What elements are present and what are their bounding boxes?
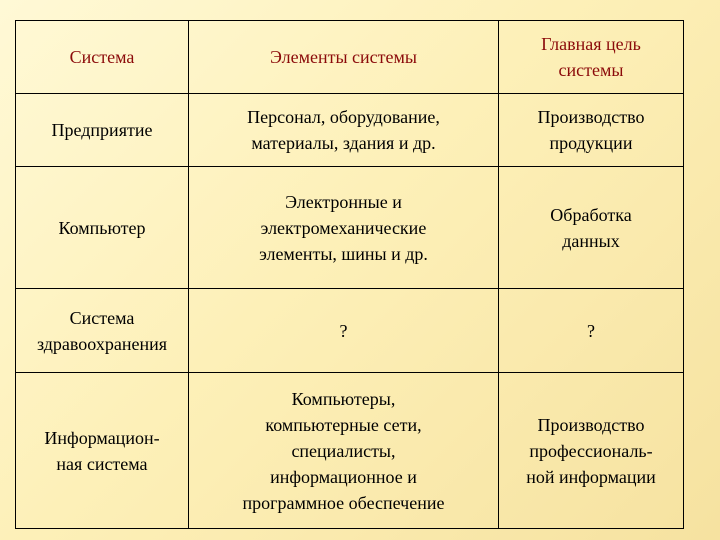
cell-goal [499,94,684,167]
cell-text: Система здравоохранения [36,307,168,354]
cell-text: Компьютеры, компьютерные сети, специалисты, информационное и программное обеспечение [242,388,445,513]
header-cell-elements [189,21,499,94]
table-header-row [16,21,684,94]
cell-elements [189,289,499,373]
cell-text: ? [339,320,348,341]
cell-goal [499,289,684,373]
table-row [16,289,684,373]
cell-text: Электронные и электромеханические элементы, шины и др. [259,191,428,264]
table-row [16,167,684,289]
table-row [16,94,684,167]
cell-elements [189,373,499,529]
cell-elements [189,94,499,167]
systems-table [15,20,684,529]
cell-text: Производство продукции [537,107,645,153]
cell-text: Предприятие [51,120,153,140]
cell-text: Персонал, оборудование, материалы, здания и др. [247,107,440,153]
cell-system [16,373,189,529]
cell-text: Производство профессиональ- ной информации [526,414,656,487]
cell-text: Компьютер [58,217,146,238]
cell-system [16,167,189,289]
cell-system [16,289,189,373]
cell-text: Обработка данных [550,204,632,251]
header-label: Главная цель системы [541,34,641,80]
header-cell-goal [499,21,684,94]
table-row [16,373,684,529]
cell-text: ? [587,320,595,341]
cell-goal [499,373,684,529]
header-cell-system [16,21,189,94]
cell-goal [499,167,684,289]
header-label: Система [69,47,135,67]
header-label: Элементы системы [269,47,418,67]
cell-elements [189,167,499,289]
cell-text: Информацион- ная система [44,427,160,474]
cell-system [16,94,189,167]
